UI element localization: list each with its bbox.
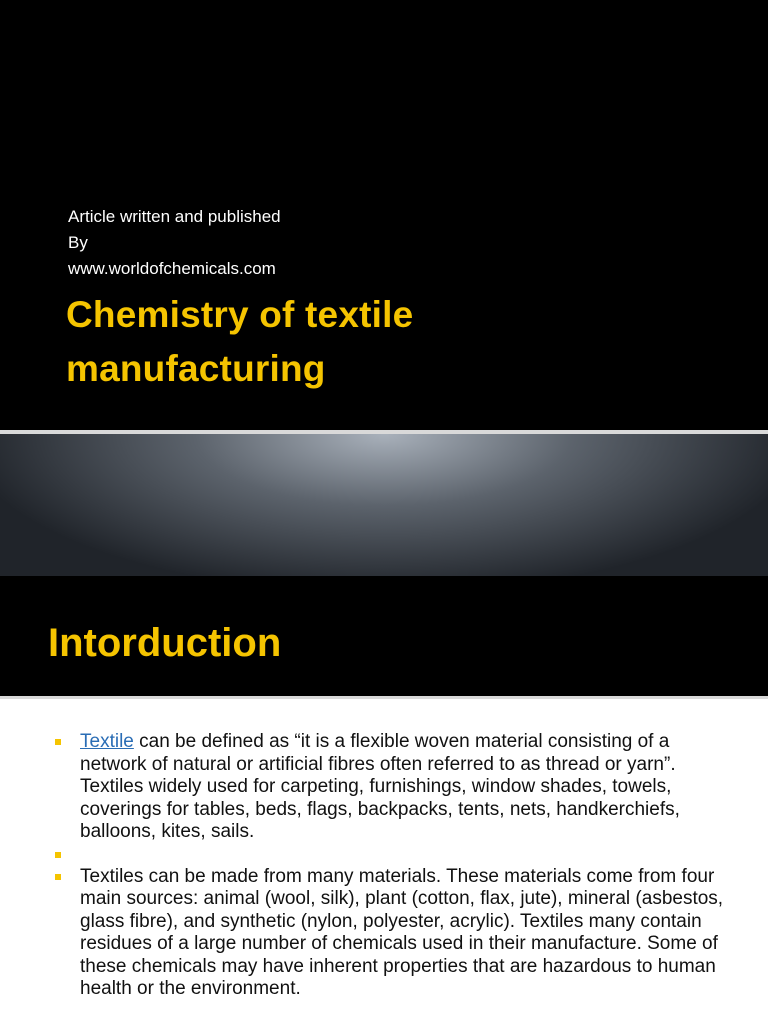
bullet-square-icon xyxy=(55,739,61,745)
slide-title-line: manufacturing xyxy=(66,348,326,389)
bullet-text: Textiles can be made from many materials. These materials come from four main sources: animal (wool, silk), plant (cotton, flax, jute), mineral (asbestos, glass fibre), and synthetic (nylon, polyester, acrylic). Textiles many contain residues of a large number of chemicals used in their manufacture. Some of these chemicals may have inherent properties that are hazardous to human health or the environment. xyxy=(80,865,724,999)
section-title: Intorduction xyxy=(48,621,282,665)
slide-title xyxy=(66,288,413,396)
intro-slide-header xyxy=(0,434,768,696)
intro-content xyxy=(0,699,768,1024)
byline-line: By xyxy=(68,233,88,252)
textile-link[interactable]: Textile xyxy=(80,731,134,752)
bullet-text: can be defined as “it is a flexible woven material consisting of a network of natural or artificial fibres often referred to as thread or yarn”. Textiles widely used for carpeting, furnishings, window shades, towels, coverings for tables, beds, flags, backpacks, tents, nets, handkerchiefs, balloons, kites, sails. xyxy=(80,731,680,842)
decorative-gradient-band xyxy=(0,434,768,576)
byline xyxy=(68,204,281,282)
bullet-list xyxy=(0,731,768,1001)
bullet-item xyxy=(0,731,768,844)
bullet-item xyxy=(0,844,768,866)
bullet-square-icon xyxy=(55,874,61,880)
bullet-square-icon xyxy=(55,852,61,858)
slide-title-line: Chemistry of textile xyxy=(66,294,414,335)
bullet-item xyxy=(0,866,768,1001)
byline-website: www.worldofchemicals.com xyxy=(68,259,276,278)
title-slide xyxy=(0,0,768,432)
byline-line: Article written and published xyxy=(68,207,281,226)
